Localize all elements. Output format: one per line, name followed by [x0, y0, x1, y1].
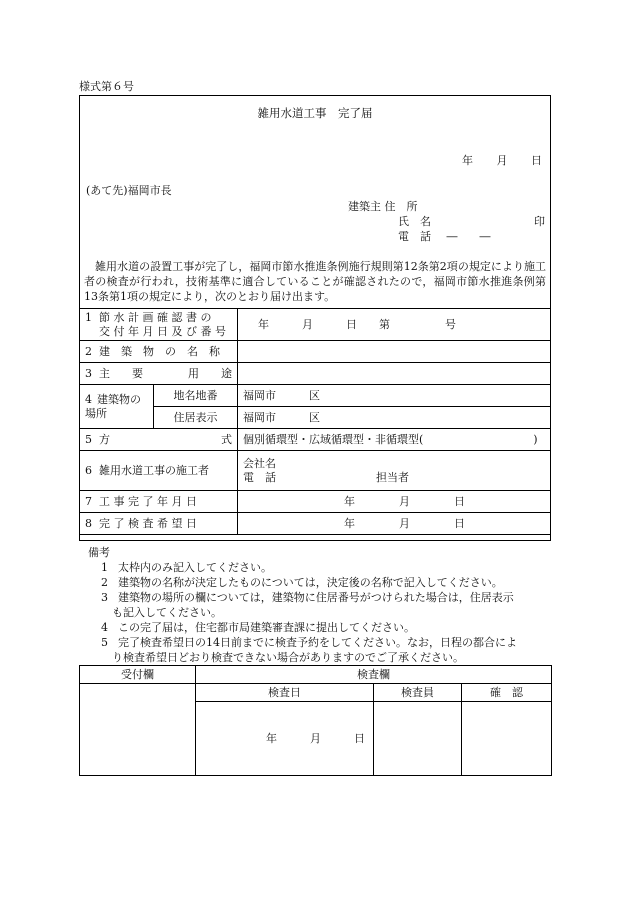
item-6-value[interactable] [238, 451, 551, 491]
item-3-label: 3 主 要 用 途 [80, 363, 238, 385]
notification-form-box [79, 95, 551, 541]
phone-label: 電 話 [398, 230, 431, 243]
item-1-label: 1 節 水 計 画 確 認 書 の 交 付 年 月 日 及 び 番 号 [80, 309, 238, 341]
office-use-table [79, 665, 552, 776]
name-label: 氏 名 [398, 215, 431, 228]
item-5-value[interactable]: 個別循環型・広域循環型・非循環型( ) [238, 429, 551, 451]
remarks-heading: 備考 [88, 546, 110, 559]
applicant-name-row [398, 215, 548, 229]
date-year-label: 年 [462, 154, 473, 167]
item-7-value[interactable]: 年 月 日 [238, 491, 551, 513]
remark-note-1: 1 太枠内のみ記入してください。 [101, 561, 272, 574]
inspector-cell [374, 702, 462, 776]
date-day-label: 日 [531, 154, 542, 167]
item-1-value[interactable]: 年 月 日 第 号 [238, 309, 551, 341]
remark-note-4: 4 この完了届は，住宅都市局建築審査課に提出してください。 [101, 621, 415, 634]
item-row-2 [80, 341, 551, 363]
form-title: 雑用水道工事 完了届 [257, 106, 373, 120]
item-6-company-label: 会社名 [243, 456, 277, 470]
applicant-phone-row [398, 230, 491, 244]
item-6-phone-row: 電 話 担当者 [243, 470, 410, 484]
address-label: 住 所 [384, 200, 418, 213]
item-4-sub2-value[interactable]: 福岡市 区 [238, 407, 551, 429]
reception-cell [80, 684, 196, 776]
item-4-sub1-value[interactable]: 福岡市 区 [238, 385, 551, 407]
inspection-date-value: 年 月 日 [196, 702, 374, 776]
item-row-6 [80, 451, 551, 491]
phone-dashes: ― ― [446, 230, 491, 243]
item-2-label: 2 建 築 物 の 名 称 [80, 341, 238, 363]
reception-heading: 受付欄 [80, 666, 196, 684]
inspection-heading: 検査欄 [196, 666, 552, 684]
inspector-heading: 検査員 [374, 684, 462, 702]
applicant-address-row [348, 200, 418, 214]
item-4-sub2-label: 住居表示 [154, 407, 238, 429]
office-use-header-row [80, 666, 552, 684]
item-5-label: 5 方 式 [80, 429, 238, 451]
form-items-table [79, 308, 551, 535]
confirm-cell [462, 702, 552, 776]
inspection-date-heading: 検査日 [196, 684, 374, 702]
item-row-5 [80, 429, 551, 451]
remark-note-2: 2 建築物の名称が決定したものについては，決定後の名称で記入してください。 [101, 576, 503, 589]
submission-date [462, 154, 542, 168]
remarks-section [85, 545, 555, 665]
item-7-label: 7 工 事 完 了 年 月 日 [80, 491, 238, 513]
item-row-4a [80, 385, 551, 407]
item-row-3 [80, 363, 551, 385]
addressee: (あて先)福岡市長 [86, 184, 172, 197]
item-8-value[interactable]: 年 月 日 [238, 513, 551, 535]
remark-note-3: 3 建築物の場所の欄については，建築物に住居番号がつけられた場合は，住居表示 も記入してください。 [101, 591, 514, 619]
form-code: 様式第６号 [79, 80, 134, 93]
declaration-text: 雑用水道の設置工事が完了し，福岡市節水推進条例施行規則第12条第2項の規定により施工者の検査が行われ，技術基準に適合していることが確認されたので，福岡市節水推進条例第13条第1項の規定により，次のとおり届け出ます。 [84, 260, 546, 303]
date-month-label: 月 [496, 154, 508, 167]
seal-mark: 印 [534, 215, 545, 228]
item-6-label: 6 雑用水道工事の施工者 [80, 451, 238, 491]
applicant-role: 建築主 [348, 200, 381, 213]
item-4-sub1-label: 地名地番 [154, 385, 238, 407]
confirm-heading: 確 認 [462, 684, 552, 702]
item-row-7 [80, 491, 551, 513]
remark-note-5: 5 完了検査希望日の14日前までに検査予約をしてください。なお，日程の都合によ り検査希望日どおり検査できない場合がありますのでご了承ください。 [101, 636, 517, 664]
item-4-label: 4 建築物の場所 [80, 385, 154, 429]
item-8-label: 8 完 了 検 査 希 望 日 [80, 513, 238, 535]
item-row-1 [80, 309, 551, 341]
item-row-8 [80, 513, 551, 535]
inspection-subheader-row [80, 684, 552, 702]
item-2-value[interactable] [238, 341, 551, 363]
item-3-value[interactable] [238, 363, 551, 385]
